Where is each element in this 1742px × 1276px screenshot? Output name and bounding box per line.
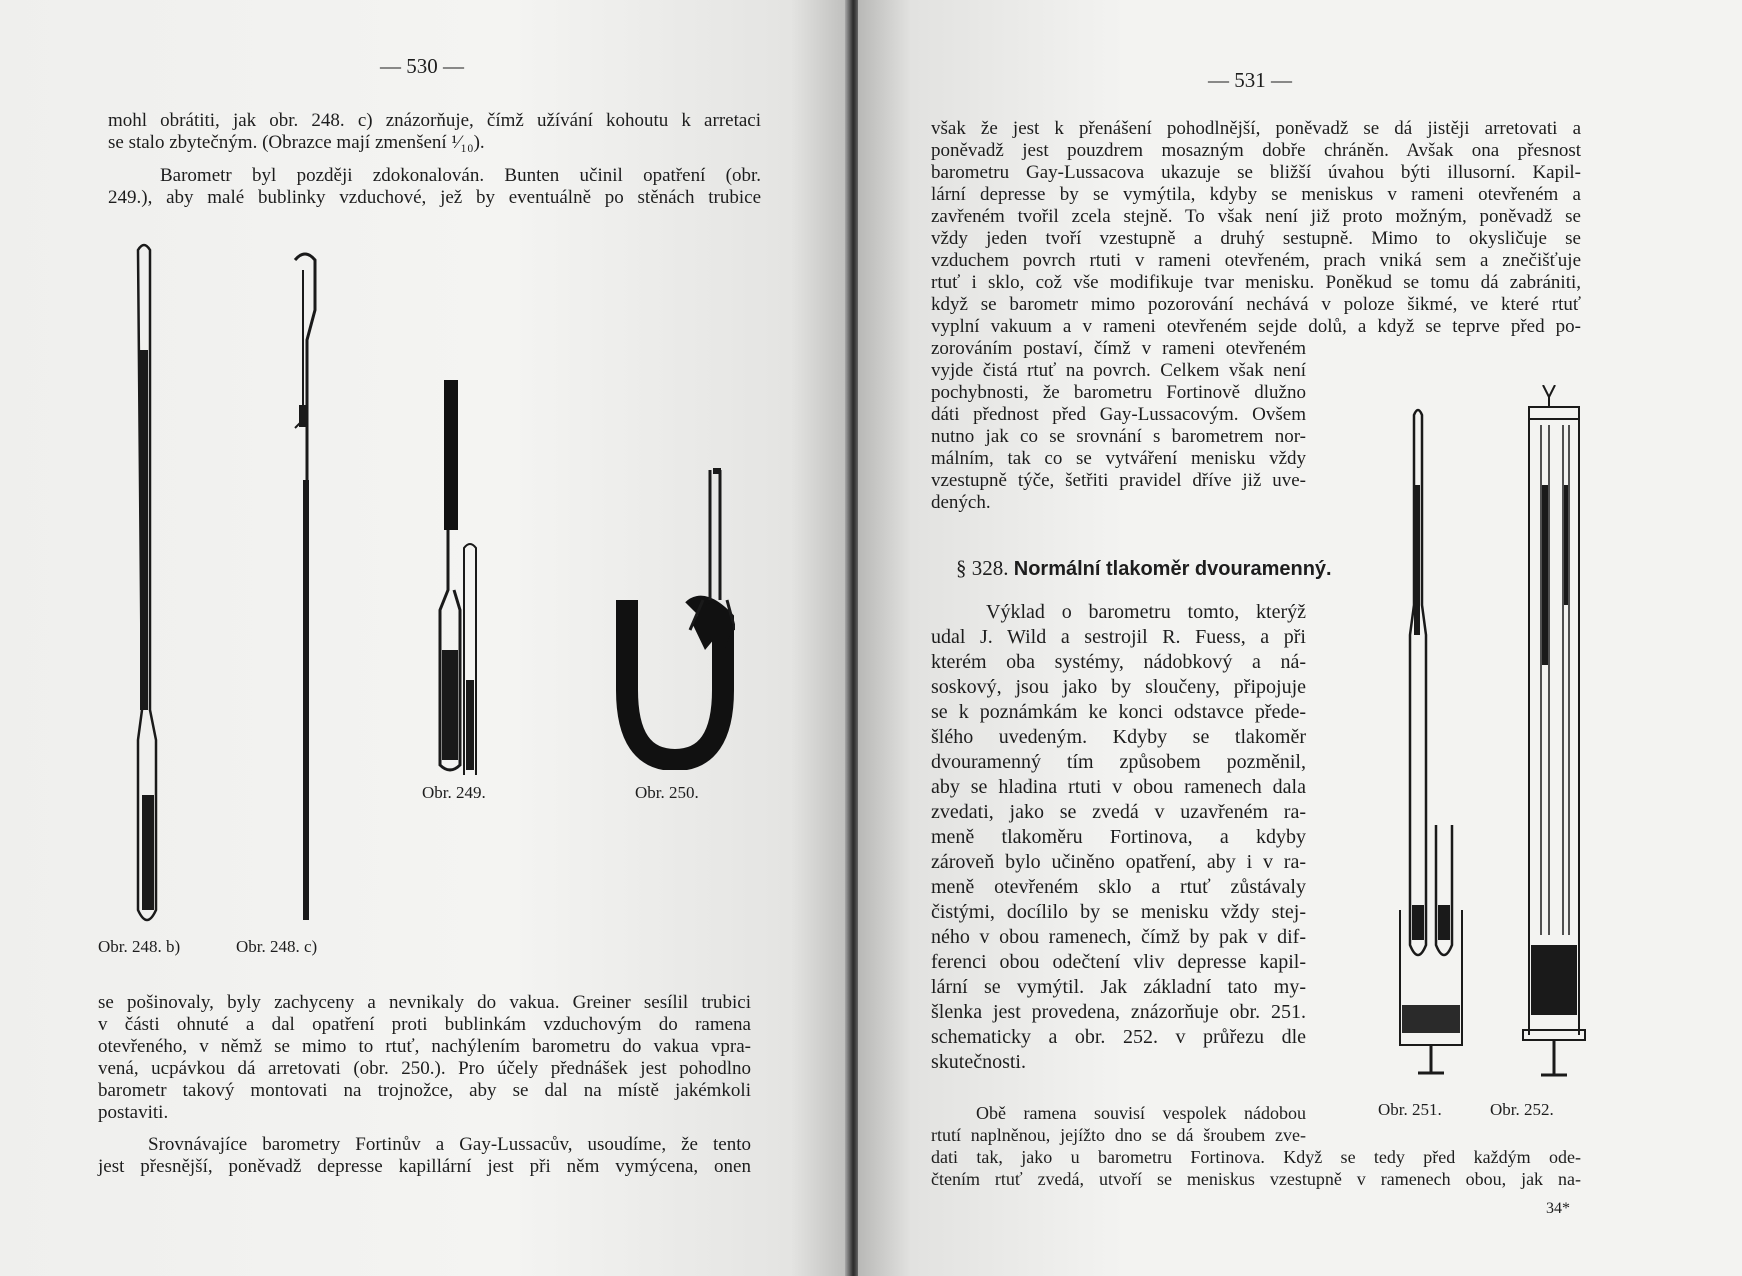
text-line: Obě ramena souvisí vespolek nádobou (976, 1103, 1306, 1123)
text-line: Výklad o barometru tomto, kterýž (986, 601, 1306, 623)
barometer-tube-figure-250 (615, 460, 735, 770)
barometer-schematic-figure-251 (1396, 405, 1476, 1085)
text-line: vyplní vakuum a v rameni otevřeném sejde dolů, a když se teprve před po- (931, 316, 1581, 337)
text-line: kterém oba systémy, nádobkový a ná- (931, 651, 1306, 673)
text-line: zorováním postaví, čímž v rameni otevřeném (931, 338, 1306, 359)
text-line: ferenci obou odečtení vliv depresse kapil- (931, 951, 1306, 973)
barometer-cross-section-figure-252 (1513, 385, 1603, 1085)
text-line: šlenka jest provedena, znázorňuje obr. 251. (931, 1001, 1306, 1023)
text-line: dených. (931, 492, 991, 513)
text-line: barometru Gay-Lussacova ukazuje se bližší úvahou býti illusorní. Kapil- (931, 162, 1581, 183)
barometer-tube-figure-248c (285, 250, 335, 930)
section-heading (956, 556, 1332, 581)
text-line: Barometr byl později zdokonalován. Bunten učinil opatření (obr. (160, 165, 761, 186)
text-line: udal J. Wild a sestrojil R. Fuess, a při (931, 626, 1306, 648)
text-line: rtutí naplněnou, jejížto dno se dá šroubem zve- (931, 1125, 1306, 1145)
section-title: Normální tlakoměr dvouramenný. (1013, 558, 1332, 580)
text-line: vždy jeden tvoří vzestupně a druhý sestupně. Mimo to okysličuje se (931, 228, 1581, 249)
text-line: nutno jak co se srovnání s barometrem nor- (931, 426, 1306, 447)
text-line: dáti přednost před Gay-Lussacovým. Ovšem (931, 404, 1306, 425)
figure-caption: Obr. 249. (422, 783, 486, 802)
text-line: jest přesnější, poněvadž depresse kapillární jest při něm vymýcena, onen (98, 1156, 751, 1177)
text-line: když se barometr mimo pozorování nechává v poloze šikmé, ve které rtuť (931, 294, 1581, 315)
text-line: ného v obou ramenech, čímž by pak v dif- (931, 926, 1306, 948)
text-line: dvouramenný tím způsobem pozměnil, (931, 751, 1306, 773)
text-line: skutečnosti. (931, 1051, 1026, 1073)
text-line: zároveň bylo učiněno opatření, aby i v ra- (931, 851, 1306, 873)
figure-caption: Obr. 248. c) (236, 937, 318, 956)
text-line: barometr takový montovati na trojnožce, aby se dal na místě jakémkoli (98, 1080, 751, 1101)
figure-caption: Obr. 250. (635, 783, 699, 802)
signature-mark: 34* (1546, 1200, 1570, 1217)
text-line: lární se vymýtil. Jak základní tato my- (931, 976, 1306, 998)
page-number: — 530 — (380, 54, 464, 78)
text-line: čtením rtuť zvedá, utvoří se meniskus vzestupně v ramenech obou, jak na- (931, 1169, 1581, 1189)
text-line: otevřeného, v němž se mimo to rtuť, nachýlením barometru do vakua vpra- (98, 1036, 751, 1057)
text-line: mohl obrátiti, jak obr. 248. c) znázorňuje, čímž užívání kohoutu k arretaci (108, 110, 761, 131)
text-line: 249.), aby malé bublinky vzduchové, jež by eventuálně po stěnách trubice (108, 187, 761, 208)
text-line: se k poznámkám ke konci odstavce přede- (931, 701, 1306, 723)
text-line: schematicky a obr. 252. v průřezu dle (931, 1026, 1306, 1048)
barometer-tube-figure-249 (430, 380, 490, 780)
page-number: — 531 — (1208, 68, 1292, 92)
text-line: se pošinovaly, byly zachyceny a nevnikaly do vakua. Greiner sesílil trubici (98, 992, 751, 1013)
text-line: vená, ucpávkou dá arretovati (obr. 250.). Pro účely přednášek jest pohodlno (98, 1058, 751, 1079)
figure-caption: Obr. 248. b) (98, 937, 181, 956)
text-line: zavřeném tvořil zcela stejně. To však není již proto možným, poněvadž se (931, 206, 1581, 227)
text-line: Srovnávajíce barometry Fortinův a Gay-Lussacův, usoudíme, že tento (148, 1134, 751, 1155)
text-line: v části ohnuté a dal opatření proti bublinkám vzduchovým do ramena (98, 1014, 751, 1035)
text-line: meně otevřeném sklo a rtuť zůstávaly (931, 876, 1306, 898)
text-line: málním, tak co se vytváření menisku vždy (931, 448, 1306, 469)
text-line: však že jest k přenášení pohodlnější, poněvadž se dá jistěji arretovati a (931, 118, 1581, 139)
section-number: § 328. (956, 556, 1009, 580)
text-line: pochybnosti, že barometru Fortinově dlužno (931, 382, 1306, 403)
text-line: se stalo zbytečným. (Obrazce mají zmenšení ¹⁄₁₀). (108, 132, 485, 153)
text-line: poněvadž jest pouzdrem mosazným dobře chráněn. Avšak ona přesnost (931, 140, 1581, 161)
text-line: šlého uvedeným. Kdyby se tlakoměr (931, 726, 1306, 748)
text-line: soskový, jsou jako by sloučeny, připojuje (931, 676, 1306, 698)
text-line: rtuť i sklo, což vše modifikuje tvar menisku. Poněkud se tomu dá zabrániti, (931, 272, 1581, 293)
text-line: aby se hladina rtuti v obou ramenech dala (931, 776, 1306, 798)
text-line: meně tlakoměru Fortinova, a kdyby (931, 826, 1306, 848)
figure-caption: Obr. 252. (1490, 1100, 1554, 1119)
left-page (0, 0, 850, 1276)
text-line: vzestupně týče, šetřiti pravidel dříve již uve- (931, 470, 1306, 491)
text-line: postaviti. (98, 1102, 169, 1123)
text-line: vyjde čistá rtuť na povrch. Celkem však není (931, 360, 1306, 381)
figure-caption: Obr. 251. (1378, 1100, 1442, 1119)
text-line: dati tak, jako u barometru Fortinova. Když se tedy před každým ode- (931, 1147, 1581, 1167)
text-line: vzduchem povrch rtuti v rameni otevřeném, prach vniká sem a znečišťuje (931, 250, 1581, 271)
right-page (858, 0, 1742, 1276)
text-line: čistými, docílilo by se menisku vždy stej- (931, 901, 1306, 923)
barometer-tube-figure-248b (120, 240, 170, 930)
text-line: zvedati, jako se zvedá v uzavřeném ra- (931, 801, 1306, 823)
text-line: lární depresse by se vymýtila, kdyby se meniskus v rameni otevřeném a (931, 184, 1581, 205)
